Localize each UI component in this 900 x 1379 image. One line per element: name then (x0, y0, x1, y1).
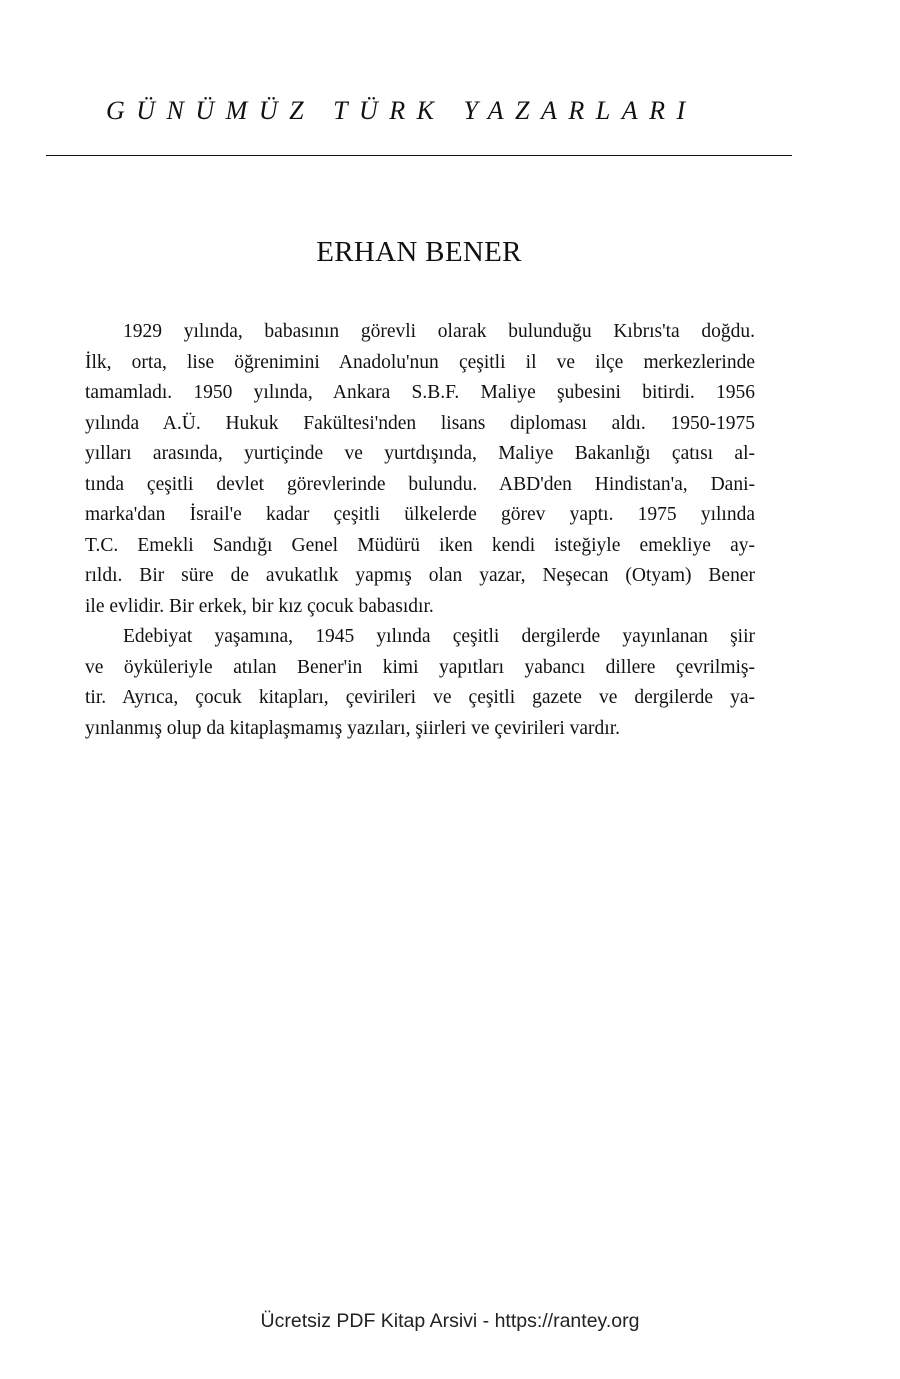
bio-line: İlk, orta, lise öğrenimini Anadolu'nun çeşitli il ve ilçe merkezlerinde (85, 351, 755, 373)
biography-paragraph-1 (85, 317, 755, 622)
bio-line: tında çeşitli devlet görevlerinde bulundu. ABD'den Hindistan'a, Dani- (85, 473, 755, 495)
footer-credit: Ücretsiz PDF Kitap Arsivi - https://rantey.org (260, 1310, 640, 1332)
author-name: ERHAN BENER (316, 236, 522, 268)
header-divider (46, 155, 792, 156)
bio-line: yınlanmış olup da kitaplaşmamış yazıları, şiirleri ve çevirileri vardır. (85, 717, 621, 739)
bio-line: rıldı. Bir süre de avukatlık yapmış olan yazar, Neşecan (Otyam) Bener (85, 565, 755, 586)
bio-line: Edebiyat yaşamına, 1945 yılında çeşitli dergilerde yayınlanan şiir (123, 626, 755, 647)
bio-line: 1929 yılında, babasının görevli olarak bulunduğu Kıbrıs'ta doğdu. (123, 321, 755, 342)
bio-line: yılında A.Ü. Hukuk Fakültesi'nden lisans diploması aldı. 1950-1975 (85, 412, 755, 434)
biography (85, 317, 755, 744)
bio-line: tamamladı. 1950 yılında, Ankara S.B.F. Maliye şubesini bitirdi. 1956 (85, 382, 755, 403)
bio-line: T.C. Emekli Sandığı Genel Müdürü iken kendi isteğiyle emekliye ay- (85, 534, 755, 556)
bio-line: ile evlidir. Bir erkek, bir kız çocuk babasıdır. (85, 595, 434, 617)
bio-line: ve öyküleriyle atılan Bener'in kimi yapıtları yabancı dillere çevrilmiş- (85, 656, 755, 678)
series-header: GÜNÜMÜZ TÜRK YAZARLARI (106, 96, 697, 125)
bio-line: yılları arasında, yurtiçinde ve yurtdışında, Maliye Bakanlığı çatısı al- (85, 443, 755, 464)
bio-line: marka'dan İsrail'e kadar çeşitli ülkelerde görev yaptı. 1975 yılında (85, 504, 755, 525)
biography-paragraph-2 (85, 622, 755, 744)
bio-line: tir. Ayrıca, çocuk kitapları, çevirileri ve çeşitli gazete ve dergilerde ya- (85, 687, 755, 708)
